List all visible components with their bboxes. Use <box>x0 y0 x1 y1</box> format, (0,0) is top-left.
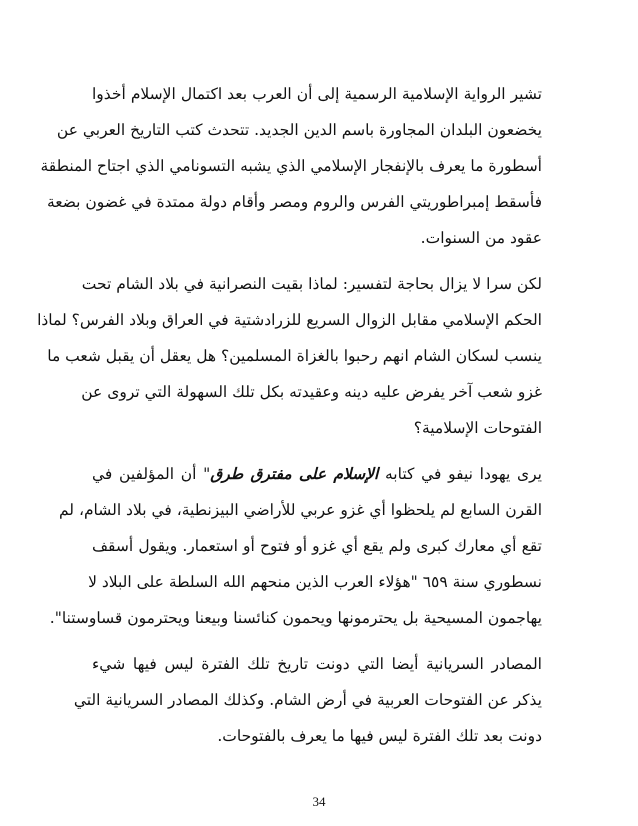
book-title: الإسلام على مفترق طرق <box>210 464 379 483</box>
text-line-with-book-title <box>92 456 542 492</box>
text-line: القرن السابع لم يلحظوا أي غزو عربي للأراضي البيزنطية، في بلاد الشام، لم <box>58 501 542 519</box>
paragraph-2 <box>37 266 542 446</box>
text-line: يخضعون البلدان المجاورة باسم الدين الجديد. تتحدث كتب التاريخ العربي عن <box>56 121 542 139</box>
text-line: ينسب لسكان الشام انهم رحبوا بالغزاة المسلمين؟ هل يعقل أن يقبل شعب ما <box>47 347 542 365</box>
text-line: غزو شعب آخر يفرض عليه دينه وعقيدته بكل تلك السهولة التي تروى عن <box>81 383 542 401</box>
text-line: تقع أي معارك كبرى ولم يقع أي غزو أو فتوح أو استعمار. ويقول أسقف <box>92 537 542 555</box>
text-line: الحكم الإسلامي مقابل الزوال السريع للزرادشتية في العراق وبلاد الفرس؟ لماذا <box>37 311 542 329</box>
page-number: 34 <box>312 794 326 809</box>
paragraph-3 <box>49 456 542 636</box>
document-page <box>37 76 542 754</box>
text-line: نسطوري سنة ٦٥٩ "هؤلاء العرب الذين منحهم الله السلطة على البلاد لا <box>88 573 542 591</box>
text-segment: يرى يهودا نيفو في كتابه <box>378 465 542 483</box>
text-line: يذكر عن الفتوحات العربية في أرض الشام. وكذلك المصادر السريانية التي <box>73 691 542 709</box>
paragraph-4 <box>73 646 542 754</box>
text-line: الفتوحات الإسلامية؟ <box>413 419 542 437</box>
text-line: يهاجمون المسيحية بل يحترمونها ويحمون كنائسنا وبيعنا ويحترمون قساوستنا". <box>49 609 542 627</box>
paragraph-1 <box>40 76 542 256</box>
text-line: عقود من السنوات. <box>420 229 542 247</box>
text-segment: " أن المؤلفين في <box>92 465 211 483</box>
text-line: دونت بعد تلك الفترة ليس فيها ما يعرف بالفتوحات. <box>217 727 542 745</box>
text-line: لكن سرا لا يزال بحاجة لتفسير: لماذا بقيت النصرانية في بلاد الشام تحت <box>81 275 542 293</box>
text-line: أسطورة ما يعرف بالإنفجار الإسلامي الذي يشبه التسونامي الذي اجتاح المنطقة <box>40 157 542 175</box>
text-line: المصادر السريانية أيضا التي دونت تاريخ تلك الفترة ليس فيها شيء <box>92 655 542 673</box>
text-line: تشير الرواية الإسلامية الرسمية إلى أن العرب بعد اكتمال الإسلام أخذوا <box>92 85 542 103</box>
text-line: فأسقط إمبراطوريتي الفرس والروم ومصر وأقام دولة ممتدة في غضون بضعة <box>46 193 542 211</box>
